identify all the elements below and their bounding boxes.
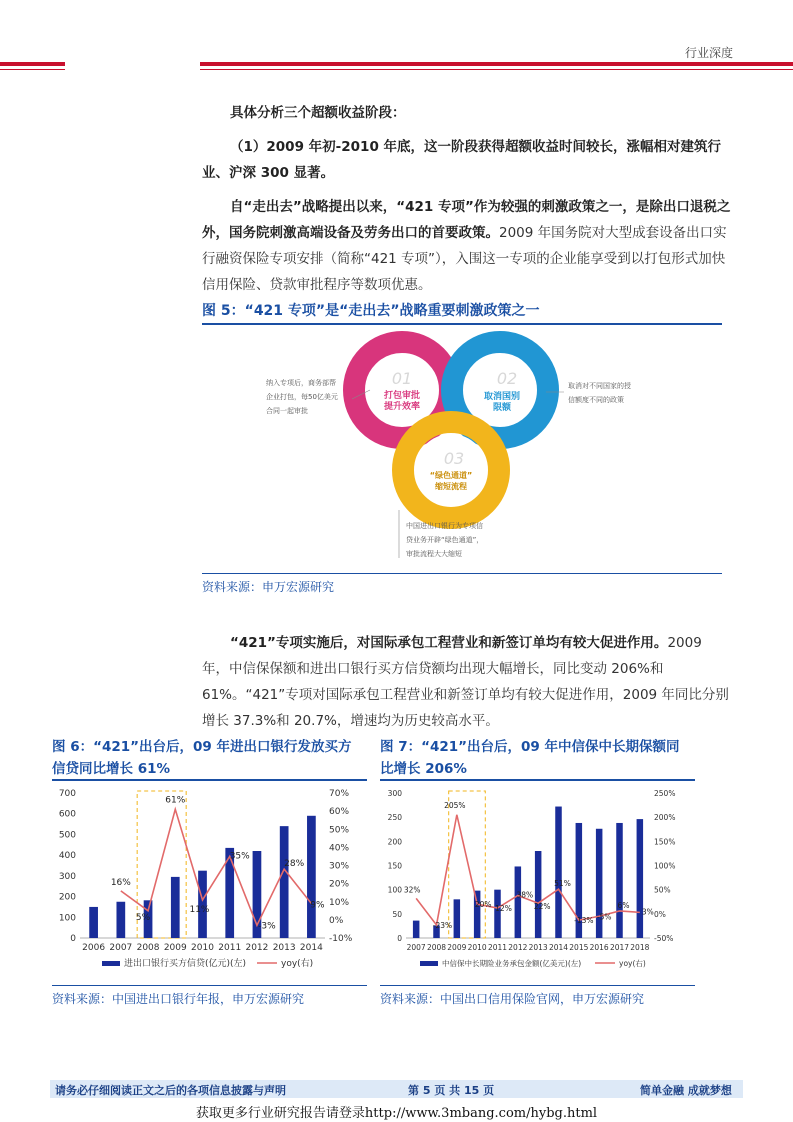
circle-02-number: 02 <box>496 369 518 388</box>
circle-03-label-l2: 缩短流程 <box>435 482 467 491</box>
y-right-tick-label: 150% <box>654 837 676 847</box>
paragraph-intro: 具体分析三个超额收益阶段： <box>230 105 406 121</box>
paragraph-policy-rest: 2009 年国务院对大型成套设备出口实行融资保险专项安排（简称“421 专项”），入围这一专项的企业能享受到以打包形式加快信用保险、贷款审批程序等数项优惠。 <box>202 225 727 293</box>
paragraph-421-effect <box>202 630 732 734</box>
y-right-tick-label: 0% <box>654 909 666 919</box>
paragraph-421-bold: “421”专项实施后，对国际承包工程营业和新签订单均有较大促进作用。 <box>230 635 668 651</box>
y-left-tick-label: 0 <box>397 934 402 943</box>
circle-02-label-l2: 限额 <box>492 403 512 413</box>
legend-line-label: yoy(右) <box>619 959 646 968</box>
circle-01-label-l2: 提升效率 <box>383 402 421 412</box>
y-left-tick-label: 0 <box>70 934 76 944</box>
bar <box>637 819 644 938</box>
circle-03-inner <box>415 434 487 506</box>
x-tick-label: 2008 <box>426 943 447 952</box>
bottom-download-note[interactable]: 获取更多行业研究报告请登录http://www.3mbang.com/hybg.html <box>195 1106 598 1121</box>
bar <box>280 826 289 938</box>
y-right-tick-label: -50% <box>654 934 674 943</box>
circle-01-inner <box>366 354 438 426</box>
circle-03-label-l1: “绿色通道” <box>429 471 473 480</box>
figure5-title: 图 5：“421 专项”是“走出去”战略重要刺激政策之一 <box>202 303 540 319</box>
bar <box>454 899 461 938</box>
paragraph-policy-bold: 自“走出去”战略提出以来，“421 专项”作为较强的刺激政策之一，是除出口退税之外，国务院刺激高端设备及劳务出口的首要政策。 <box>202 199 731 241</box>
note-left-l2: 企业打包，每50亿美元 <box>266 393 338 401</box>
figure6-title <box>52 736 367 780</box>
note-left-l1: 纳入专项后，商务部帮 <box>266 379 336 387</box>
x-tick-label: 2012 <box>245 943 269 953</box>
header-rule-right <box>200 62 793 66</box>
y-right-tick-label: 0% <box>329 915 344 926</box>
figure7-title-l1: 图 7：“421”出台后，09 年中信保中长期保额同 <box>380 739 680 755</box>
figure6-title-rule <box>52 779 367 781</box>
y-left-tick-label: 300 <box>387 789 402 798</box>
data-label: 3% <box>641 907 654 917</box>
y-right-tick-label: -10% <box>329 934 353 944</box>
note-bottom-l1: 中国进出口银行为专项信 <box>406 522 483 530</box>
data-label: 32% <box>403 885 421 895</box>
y-right-tick-label: 10% <box>329 897 350 908</box>
x-tick-label: 2011 <box>218 943 242 953</box>
y-left-tick-label: 200 <box>387 837 402 847</box>
header-rule-right-thin <box>200 69 793 70</box>
figure6-source: 资料来源：中国进出口银行年报，申万宏源研究 <box>52 992 305 1006</box>
data-label: -5% <box>596 912 612 922</box>
x-tick-label: 2014 <box>299 943 323 953</box>
bar <box>494 890 501 938</box>
y-right-tick-label: 50% <box>654 885 671 895</box>
paragraph-421-rest: 2009 年，中信保保额和进出口银行买方信贷额均出现大幅增长，同比变动 206%和 61%。“421”专项对国际承包工程营业和新签订单均有较大促进作用，2009 年同比分别增长 37.3%和 20.7%，增速均为历史较高水平。 <box>202 635 729 729</box>
y-right-tick-label: 50% <box>329 825 350 836</box>
data-label: 20% <box>474 900 492 910</box>
figure7-title-l2: 比增长 206% <box>380 761 467 777</box>
circle-02-inner <box>464 354 536 426</box>
data-label: 5% <box>135 912 151 923</box>
bar <box>116 902 125 938</box>
x-tick-label: 2018 <box>630 943 650 952</box>
x-tick-label: 2013 <box>272 943 296 953</box>
figure5-source: 资料来源：申万宏源研究 <box>202 580 335 594</box>
x-tick-label: 2017 <box>609 943 630 952</box>
x-tick-label: 2012 <box>508 943 528 952</box>
data-label: 51% <box>554 879 571 889</box>
footer-disclaimer: 请务必仔细阅读正文之后的各项信息披露与声明 <box>55 1084 286 1097</box>
bar <box>555 807 562 938</box>
header-rule-left <box>0 62 65 66</box>
figure6-title-l2: 信贷同比增长 61% <box>52 761 171 777</box>
bar <box>596 829 603 938</box>
legend-bar-swatch <box>420 961 438 966</box>
figure7-title-rule <box>380 779 695 781</box>
note-right-l2: 信额度不同的政策 <box>568 396 624 404</box>
y-right-tick-label: 60% <box>329 807 350 818</box>
circle-03-number: 03 <box>443 449 465 468</box>
footer-slogan: 简单金融 成就梦想 <box>640 1084 732 1097</box>
yoy-line <box>416 815 640 925</box>
figure6-chart <box>52 783 367 983</box>
y-left-tick-label: 700 <box>58 789 76 799</box>
x-tick-label: 2008 <box>136 943 160 953</box>
x-tick-label: 2016 <box>589 943 609 952</box>
bar <box>307 816 316 938</box>
data-label: 35% <box>229 851 250 862</box>
figure7-chart <box>380 783 695 983</box>
data-label: 205% <box>444 800 466 810</box>
data-label: 22% <box>533 902 551 912</box>
data-label: -13% <box>574 916 594 926</box>
legend-bar-label: 进出口银行买方信贷(亿元)(左) <box>124 959 247 969</box>
data-label: 38% <box>516 890 534 900</box>
legend-bar-swatch <box>102 961 120 966</box>
x-tick-label: 2010 <box>191 943 214 953</box>
bar <box>515 866 522 938</box>
y-right-tick-label: 250% <box>654 789 676 798</box>
x-tick-label: 2009 <box>447 943 467 952</box>
figure7-source: 资料来源：中国出口信用保险官网，申万宏源研究 <box>380 992 645 1006</box>
y-left-tick-label: 600 <box>58 809 76 820</box>
data-label: 6% <box>617 900 630 910</box>
header-label: 行业深度 <box>684 46 733 60</box>
paragraph-stage-one: （1）2009 年初-2010 年底，这一阶段获得超额收益时间较长，涨幅相对建筑行业、沪深 300 显著。 <box>202 139 722 181</box>
y-right-tick-label: 70% <box>329 789 350 799</box>
y-right-tick-label: 40% <box>329 843 350 854</box>
circle-02-label-l1: 取消国别 <box>483 392 521 402</box>
paragraph-policy <box>202 194 732 298</box>
legend-line-label: yoy(右) <box>281 959 314 969</box>
y-left-tick-label: 250 <box>387 813 402 823</box>
y-right-tick-label: 30% <box>329 861 350 872</box>
x-tick-label: 2007 <box>406 943 426 952</box>
y-left-tick-label: 100 <box>387 885 402 895</box>
bar <box>413 921 420 938</box>
circle-01-label-l1: 打包审批 <box>383 391 421 401</box>
data-label: 61% <box>165 795 186 806</box>
x-tick-label: 2006 <box>82 943 106 953</box>
figure6-title-l1: 图 6：“421”出台后，09 年进出口银行发放买方 <box>52 739 352 755</box>
bar <box>535 851 542 938</box>
figure6-bottom-rule <box>52 985 367 986</box>
x-tick-label: 2014 <box>548 943 569 952</box>
bar <box>171 877 180 938</box>
x-tick-label: 2009 <box>163 943 187 953</box>
y-left-tick-label: 500 <box>58 830 76 841</box>
figure7-bottom-rule <box>380 985 695 986</box>
y-left-tick-label: 300 <box>58 871 76 882</box>
x-tick-label: 2015 <box>569 943 589 952</box>
header-rule-left-thin <box>0 69 65 70</box>
x-tick-label: 2011 <box>487 943 508 952</box>
note-right-l1: 取消对不同国家的授 <box>568 382 631 390</box>
legend-bar-label: 中信保中长期险业务承包金额(亿美元)(左) <box>442 959 582 968</box>
data-label: 28% <box>284 859 305 870</box>
figure7-title <box>380 736 695 780</box>
figure5-diagram <box>202 330 722 570</box>
y-right-tick-label: 100% <box>654 861 676 871</box>
x-tick-label: 2007 <box>109 943 133 953</box>
circle-01-number: 01 <box>391 369 413 388</box>
note-left-l3: 合同一起审批 <box>266 407 308 415</box>
data-label: -23% <box>432 920 453 930</box>
bar <box>616 823 623 938</box>
footer-page-number: 第 5 页 共 15 页 <box>408 1084 495 1097</box>
bar <box>89 907 98 938</box>
note-bottom-l3: 审批流程大大缩短 <box>406 550 462 558</box>
data-label: 12% <box>495 904 512 914</box>
data-label: -3% <box>258 921 276 932</box>
note-bottom-l2: 贷业务开辟“绿色通道”， <box>406 536 484 544</box>
data-label: 16% <box>110 877 131 888</box>
y-right-tick-label: 20% <box>329 879 350 890</box>
y-left-tick-label: 100 <box>58 913 76 924</box>
y-left-tick-label: 50 <box>392 909 402 919</box>
y-right-tick-label: 200% <box>654 813 676 823</box>
data-label: 9% <box>310 900 325 911</box>
y-left-tick-label: 200 <box>58 892 76 903</box>
x-tick-label: 2010 <box>467 943 487 952</box>
figure5-title-rule <box>202 323 722 325</box>
figure5-bottom-rule <box>202 573 722 574</box>
y-left-tick-label: 400 <box>58 851 76 862</box>
data-label: 11% <box>189 904 210 915</box>
x-tick-label: 2013 <box>528 943 548 952</box>
y-left-tick-label: 150 <box>387 861 402 871</box>
circle-03 <box>403 422 499 518</box>
